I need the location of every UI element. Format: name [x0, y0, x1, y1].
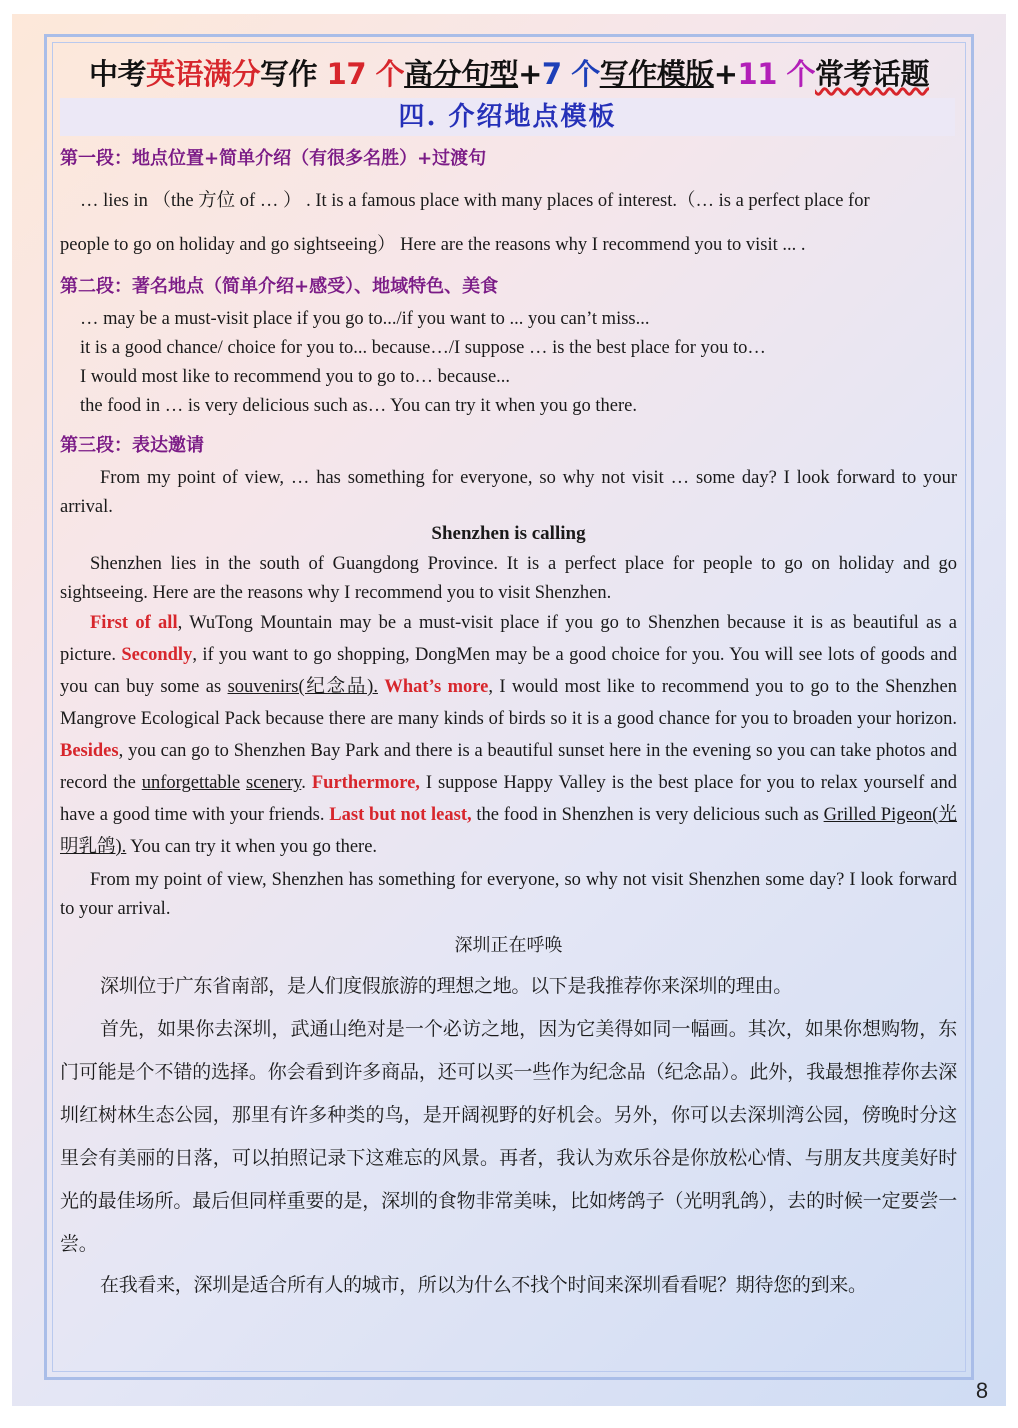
title-part-wavy: 常考话题 [814, 57, 929, 91]
section2-line: I would most like to recommend you to go to… because... [80, 367, 511, 387]
section1-line: … lies in （the 方位 of … ） . It is a famous place with many places of interest.（… is a perfect place for [80, 191, 870, 211]
essay-text: . [301, 773, 312, 793]
page-number: 8 [975, 1378, 989, 1403]
transition-word: Last but not least, [329, 805, 472, 825]
title-part-underlined: 高分句型 [404, 57, 519, 91]
title-part-highlight: 英语满分 [146, 57, 261, 91]
essay-text: , if you want to go shopping, DongMen may be a good choice for you. You will see lots of goods and you can buy some as [60, 645, 958, 697]
essay-text: I suppose Happy Valley is the best place for you to relax yourself and have a good time with your friends. [60, 773, 957, 825]
essay-text: , WuTong Mountain may be a must-visit place if you go to Shenzhen because it is as beautiful as a picture. [60, 613, 958, 665]
essay-paragraph-2 [60, 607, 957, 863]
translation-paragraph-3: 在我看来，深圳是适合所有人的城市，所以为什么不找个时间来深圳看看呢？期待您的到来。 [100, 1274, 867, 1296]
essay-text: the food in Shenzhen is very delicious such as [471, 805, 824, 825]
section2-line: the food in … is very delicious such as… You can try it when you go there. [80, 396, 637, 416]
vocab-underlined: unforgettable [141, 773, 241, 793]
title-plus: + [713, 57, 738, 91]
section3-heading: 第三段：表达邀请 [60, 435, 204, 456]
title-count-sentences: 17 个 [326, 57, 405, 91]
transition-word: Furthermore, [311, 773, 420, 793]
essay-text: , I would most like to recommend you to go to the Shenzhen Mangrove Ecological Pack because there are many kinds of birds so it is a good chance for you to broaden your horizon. [60, 677, 958, 729]
translation-paragraph-2: 首先，如果你去深圳，武通山绝对是一个必访之地，因为它美得如同一幅画。其次，如果你想购物，东门可能是个不错的选择。你会看到许多商品，还可以买一些作为纪念品（纪念品）。此外，我最想推荐你去深圳红树林生态公园，那里有许多种类的鸟，是开阔视野的好机会。另外，你可以去深圳湾公园，傍晚时分这里会有美丽的日落，可以拍照记录下这难忘的风景。再者，我认为欢乐谷是你放松心情、与朋友共度美好时光的最佳场所。最后但同样重要的是，深圳的食物非常美味，比如烤鸽子（光明乳鸽），去的时候一定要尝一尝。 [60, 1018, 957, 1255]
title-part: 中考 [88, 57, 146, 91]
essay-text: You can try it when you go there. [126, 837, 378, 857]
section2-heading: 第二段：著名地点（简单介绍+感受）、地域特色、美食 [60, 276, 499, 297]
essay-title: Shenzhen is calling [431, 523, 586, 544]
essay-paragraph-1: Shenzhen lies in the south of Guangdong Province. It is a perfect place for people to go on holiday and go sightseeing. Here are the reasons why I recommend you to visit Shenzhen. [60, 554, 957, 603]
section2-line: it is a good chance/ choice for you to... because…/I suppose … is the best place for you to… [80, 338, 766, 358]
essay-paragraph-3: From my point of view, Shenzhen has something for everyone, so why not visit Shenzhen some day? I look forward to your arrival. [60, 870, 957, 919]
transition-word: Secondly [121, 645, 193, 665]
title-count-templates: 7 个 [541, 57, 600, 91]
page-title [56, 52, 962, 96]
essay-text: , you can go to Shenzhen Bay Park and there is a beautiful sunset here in the evening so you can take photos and record the [60, 741, 957, 793]
section2-line: … may be a must-visit place if you go to.../if you want to ... you can’t miss... [80, 309, 650, 329]
vocab-underlined: Grilled Pigeon(光明乳鸽). [60, 805, 958, 857]
section1-line: people to go on holiday and go sightseeing） Here are the reasons why I recommend you to visit ... . [60, 235, 806, 255]
title-plus: + [518, 57, 542, 91]
vocab-underlined: scenery [246, 773, 302, 793]
transition-word: What’s more [384, 677, 489, 697]
translation-title: 深圳正在呼唤 [454, 935, 563, 956]
section3-text: From my point of view, … has something for everyone, so why not visit … some day? I look forward to your arrival. [60, 468, 957, 517]
title-part: 写作 [260, 57, 318, 91]
section-subtitle: 四. 介绍地点模板 [398, 102, 617, 132]
title-part-underlined: 写作模版 [599, 57, 714, 91]
transition-word: Besides [60, 741, 119, 761]
title-count-topics: 11 个 [737, 57, 815, 91]
section1-heading: 第一段：地点位置+简单介绍（有很多名胜）+过渡句 [60, 148, 487, 169]
transition-word: First of all [90, 613, 178, 633]
translation-paragraph-1: 深圳位于广东省南部，是人们度假旅游的理想之地。以下是我推荐你来深圳的理由。 [100, 975, 792, 997]
vocab-underlined: souvenirs(纪念品). [227, 677, 378, 697]
